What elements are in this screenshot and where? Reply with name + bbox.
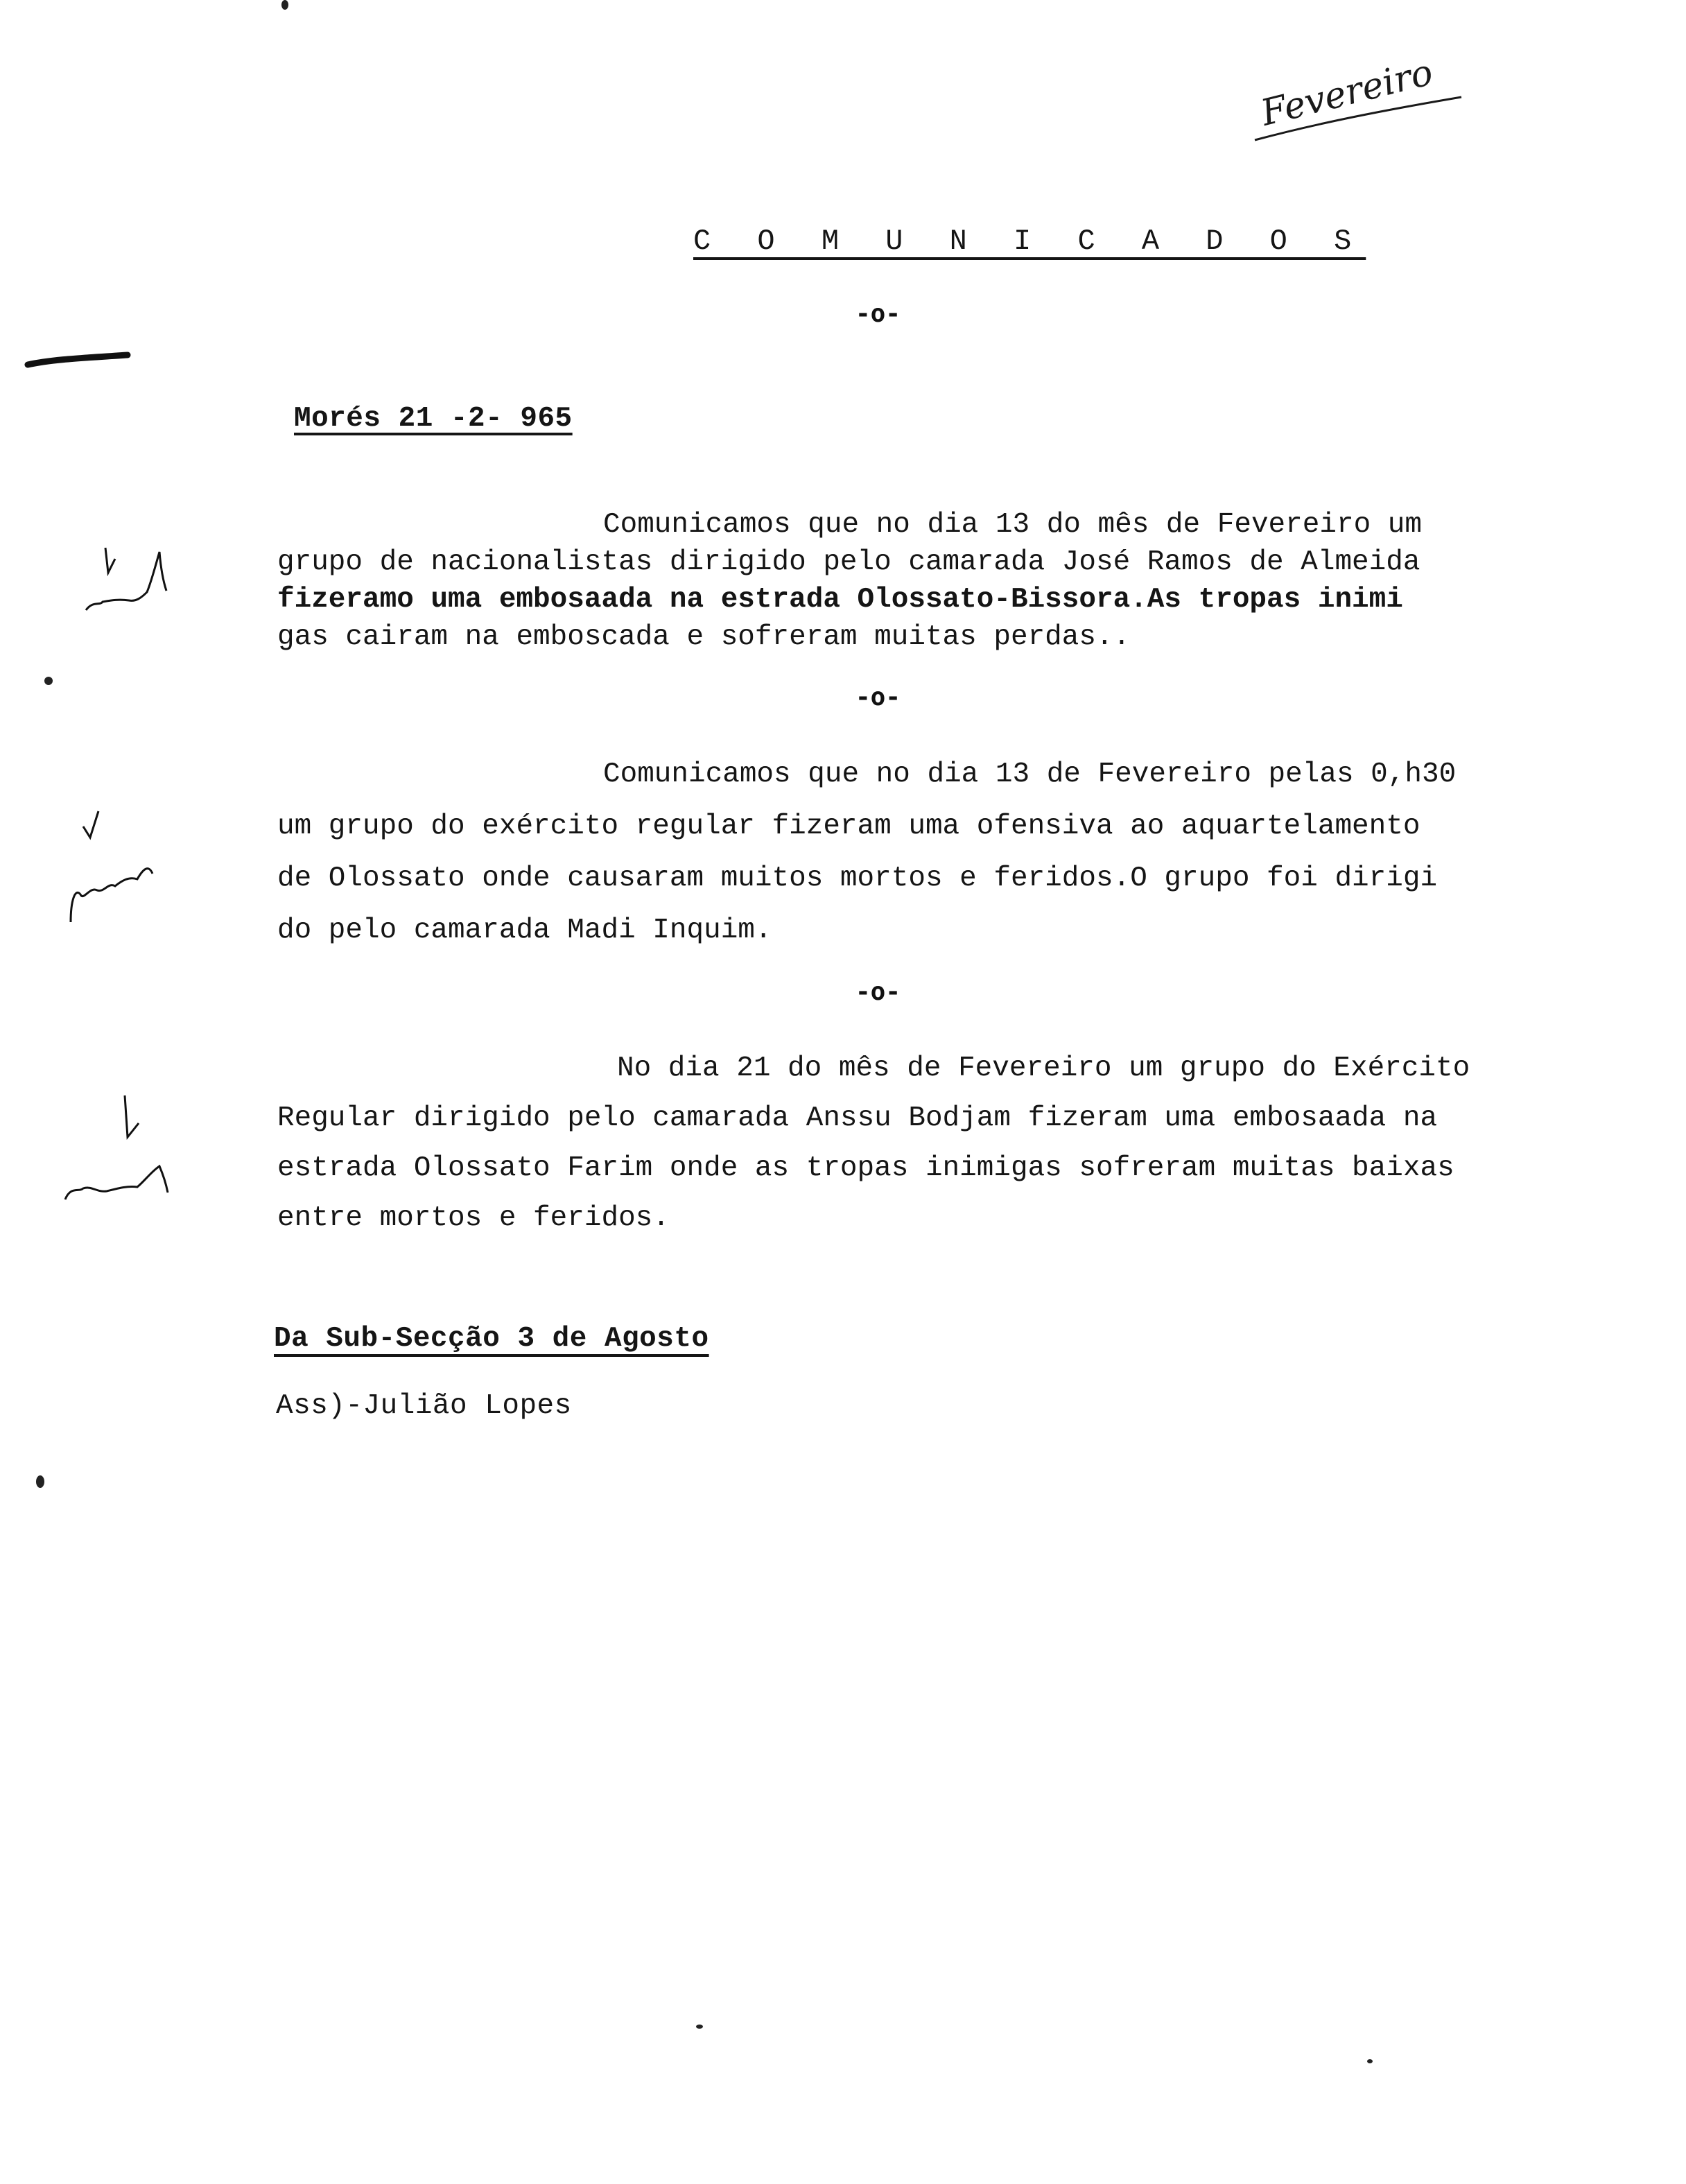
paragraph-line: do pelo camarada Madi Inquim. xyxy=(277,915,772,946)
paragraph-1 xyxy=(277,506,1422,656)
paragraph-line: um grupo do exército regular fizeram uma ofensiva ao aquartelamento xyxy=(277,811,1420,842)
paragraph-line: fizeramo uma embosaada na estrada Olossato-Bissora.As tropas inimi xyxy=(277,584,1403,616)
signature-line: Ass)-Julião Lopes xyxy=(276,1390,572,1422)
ink-speck xyxy=(281,0,288,10)
ink-speck xyxy=(44,677,53,685)
document-title: C O M U N I C A D O S xyxy=(693,225,1366,258)
handwritten-annotation-text: Fevereiro xyxy=(1257,51,1437,135)
handwritten-annotation-fevereiro xyxy=(1241,42,1477,153)
paragraph-line: Comunicamos que no dia 13 do mês de Fevereiro um xyxy=(603,509,1422,541)
section-label: Da Sub-Secção 3 de Agosto xyxy=(274,1323,709,1355)
margin-checkmark-icon xyxy=(69,534,208,624)
paragraph-line: estrada Olossato Farim onde as tropas inimigas sofreram muitas baixas xyxy=(277,1152,1454,1184)
paragraph-line: entre mortos e feridos. xyxy=(277,1202,670,1234)
ink-speck xyxy=(1367,2059,1373,2063)
paragraph-2 xyxy=(277,749,1456,957)
ink-speck xyxy=(36,1475,44,1488)
paragraph-line: grupo de nacionalistas dirigido pelo camarada José Ramos de Almeida xyxy=(277,546,1420,578)
margin-checkmark-icon xyxy=(62,797,201,936)
paragraph-line: Regular dirigido pelo camarada Anssu Bodjam fizeram uma embosaada na xyxy=(277,1102,1438,1134)
margin-ink-stroke xyxy=(25,347,136,374)
paragraph-line: de Olossato onde causaram muitos mortos e feridos.O grupo foi dirigi xyxy=(277,863,1438,894)
date-line: Morés 21 -2- 965 xyxy=(294,403,573,435)
margin-checkmark-icon xyxy=(55,1089,208,1213)
separator: -o- xyxy=(855,300,901,328)
paragraph-line: Comunicamos que no dia 13 de Fevereiro pelas 0,h30 xyxy=(603,759,1457,790)
ink-speck xyxy=(696,2025,703,2029)
separator: -o- xyxy=(855,978,901,1006)
paragraph-3 xyxy=(277,1043,1470,1243)
paragraph-line: No dia 21 do mês de Fevereiro um grupo do Exército xyxy=(617,1052,1470,1084)
paragraph-line: gas cairam na emboscada e sofreram muitas perdas.. xyxy=(277,621,1131,653)
separator: -o- xyxy=(855,683,901,711)
